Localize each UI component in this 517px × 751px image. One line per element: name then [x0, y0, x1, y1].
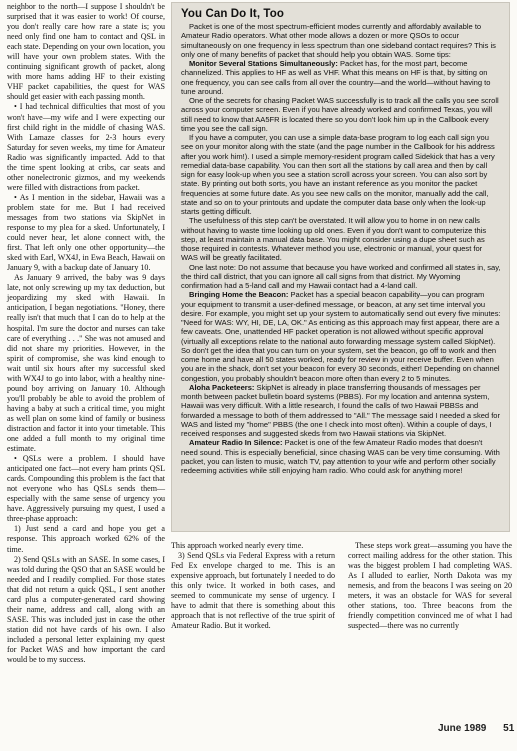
sidebar-subhead: Amateur Radio In Silence: — [189, 438, 285, 448]
article-paragraph: 3) Send QSLs via Federal Express with a return Fed Ex envelope charged to me. This is an expensive approach, but fortunately I needed to do this only twice. It worked in both cases, and seemed to communicate my sense of urgency. I have to admit that there is something about this approach that is not reflective of the true spirit of Amateur Radio. But it worked. — [171, 551, 335, 631]
sidebar-text: Packet has, for the most part, become channelized. This applies to HF as well as VHF. What this means on HF is that, by sitting on one frequency, you can see calls from all over the country—and the world—without having to tune around. — [181, 59, 491, 96]
sidebar-box — [171, 2, 510, 532]
article-paragraph: These steps work great—assuming you have the correct mailing address for the other station. This was the biggest problem I had completing WAS. As I alluded to earlier, North Dakota was my nemesis, and from the beacons I was seeing on 20 meters, it was an obstacle for WAS for several other stations, too. Three beacons from the friendly competition convinced me of what I had suspected—there was no currently — [348, 541, 512, 631]
article-column-left — [7, 2, 165, 665]
article-paragraph: 2) Send QSLs with an SASE. In some cases, I was told during the QSO that an SASE would be needed and I readily complied. For those states that did not return a quick QSL, I sent another card plus a computer-generated card showing their name, address and call, along with an SASE. This was included just in case the other station did not have cards of his own. I also included a personal letter explaining my quest for Packet WAS and how important the card would be to my success. — [7, 554, 165, 665]
sidebar-title: You Can Do It, Too — [181, 8, 284, 20]
article-paragraph: As January 9 arrived, the baby was 9 days late, not only screwing up my tax deduction, but jeopardizing my sked with Hawaii. In anticipation, I began negotiations. "Honey, there really isn't that much that I can do to help at the hospital. I'm sure the doctor and nurses can take care of everything . . ." She was not amused and did not share my priorities. However, in the spirit of compromise, she was kind enough to wait until six hours after my successful sked with WX4J to go into labor, with a healthy nine-pound boy arriving on January 10. Although you'll probably be able to avoid the problem of having a baby at such a critical time, you might as well plan on some kind of family or business distraction and factor it into your timetable. This one added a full month to my original time estimate. — [7, 273, 165, 454]
sidebar-paragraph — [181, 290, 501, 383]
article-paragraph: 1) Just send a card and hope you get a response. This approach worked 62% of the time. — [7, 524, 165, 554]
article-paragraph: • I had technical difficulties that most of you won't have—my wife and I were expecting our first child right in the middle of chasing WAS. With Lamaze classes for 2-3 hours every Saturday for seven weeks, my time for Amateur Radio was significantly impacted. Add to that the time spent looking at cribs, car seats and other nonelectronic gizmos, and my weekends were filled with distractions from packet. — [7, 102, 165, 192]
sidebar-subhead: Bringing Home the Beacon: — [189, 290, 291, 300]
sidebar-paragraph — [181, 216, 501, 262]
sidebar-paragraph — [181, 383, 501, 439]
page-footer — [438, 723, 514, 734]
sidebar-text: Packet has a special beacon capability—you can program your equipment to transmit a user-defined message, or beacon, at any set time interval you desire. For example, you might set up your system to automatically send out every five minutes: "Need for WAS: WY, HI, DE, LA, OK." As enticing as this approach may first appear, there are a few caveats. One, unattended HF packet operation is not allowed without specific approval (virtually all exceptions relate to the national auto forwarding message system called SkipNet). So don't get the idea that you can turn on your system, set the beacon, go off to work and then come home and have all 50 states worked, ready for review in your receive buffer. Even when you are in the shack, don't set your beacon for every 30 seconds, either! Depending on channel congestion, you probably shouldn't beacon more often than every 2 to 5 minutes. — [181, 290, 501, 383]
sidebar-paragraph — [181, 133, 501, 216]
article-paragraph: This approach worked nearly every time. — [171, 541, 304, 550]
sidebar-text: If you have a computer, you can use a simple data-base program to log each call sign you see on your monitor along with the state (and the page number in the Callbook for his address after you work him!). I used a simple memory-resident program called Sidekick that has a very remedial data-base capability. You can then sort all the stations by call area and then by call sign for easy look-up when you see a station scroll across your screen. You can also sort by state. By printing out both sorts, you have an instant reference as you monitor the packet frequencies at some future date. As you see new calls on the monitor, manually add the call, state and so on to your printouts and update the computer data base only when the look-up starts getting difficult. — [181, 133, 495, 216]
sidebar-paragraph — [181, 59, 501, 96]
sidebar-paragraph — [181, 263, 501, 291]
sidebar-body — [181, 22, 501, 475]
sidebar-text: Packet is one of the most spectrum-efficient modes currently and affordably available to Amateur Radio operators. What other mode allows a dozen or more QSOs to occur simultaneously on one frequency in less spectrum than one sideband contact requires? This is only one of many benefits of packet that should help you obtain WAS. Some tips: — [181, 22, 496, 59]
article-paragraph: • As I mention in the sidebar, Hawaii was a problem state for me. But I had received messages from two stations via SkipNet in response to my plea for a sked. Unfortunately, I could never hear, let alone connect with, the first. That left only one other opportunity—the sked with Earl, WX4J, in Ewa Beach, Hawaii on January 9, with a backup date of January 10. — [7, 192, 165, 273]
sidebar-paragraph — [181, 438, 501, 475]
sidebar-paragraph — [181, 96, 501, 133]
article-column-middle — [171, 541, 335, 631]
article-paragraph: • QSLs were a problem. I should have anticipated one fact—not every ham prints QSL cards. Compounding this problem is the fact that not everyone who has QSLs sends them—especially with the same sense of urgency you have. Aggressively pursuing my quest, I used a three-phase approach: — [7, 454, 165, 524]
sidebar-text: One last note: Do not assume that because you have worked and confirmed all states in, say, the third call district, that you can ignore all call signs from that district. My Wyoming confirmation had a 5-land call and my Hawaii contact had a 4-land call. — [181, 262, 501, 290]
article-paragraph: neighbor to the north—I suppose I shouldn't be surprised that it was easier to work! Of course, you don't really care how rare a state is; you need only find one ham to contact and QSL in each state. Depending on your own location, you will have your own problem states. With the continuing significant growth of packet, along with more hams adding HF to their existing VHF packet capabilities, the quest for WAS should get easier with each passing month. — [7, 2, 165, 102]
sidebar-paragraph — [181, 22, 501, 59]
issue-date: June 1989 — [438, 723, 487, 734]
sidebar-text: SkipNet is already in place transferring thousands of messages per month between packet bulletin board systems (PBBS). For my location and antenna system, Hawaii was very difficult. With a little research, I found the calls of two Hawaii PBBSs and forwarded a message to both of them addressed to "All." The message said I needed a sked for WAS and listed my "home" PBBS (the one I check into most often). Within a couple of days, I received responses and suggested skeds from two Hawaii stations via SkipNet. — [181, 382, 501, 438]
sidebar-text: Packet is one of the few Amateur Radio modes that doesn't need sound. This is especially beneficial, since chasing WAS can be very time consuming. With packet, you can listen to music, watch TV, pay attention to your wife and perform other socially redeeming activities while still enjoying ham radio. Who could ask for anything more! — [181, 438, 500, 475]
sidebar-text: The usefulness of this step can't be overstated. It will allow you to home in on new calls without having to waste time looking up old ones. Even if you don't want to computerize this step, at least maintain a manual data base. You might consider using a dupe sheet such as those required in contests. Whatever method you use, electronic or manual, your quest for WAS will be greatly facilitated. — [181, 216, 487, 263]
sidebar-subhead: Monitor Several Stations Simultaneously: — [189, 59, 340, 68]
sidebar-subhead: Aloha Packeteers: — [189, 382, 257, 392]
sidebar-text: One of the secrets for chasing Packet WAS successfully is to track all the calls you see scroll across your computer screen. Even if you have already worked and confirmed Texas, you will still need to know that AA5FR is located there so you don't look him up in the Callbook every time you see the call sign. — [181, 96, 499, 133]
page-number: 51 — [503, 723, 515, 734]
article-column-right — [348, 541, 512, 631]
